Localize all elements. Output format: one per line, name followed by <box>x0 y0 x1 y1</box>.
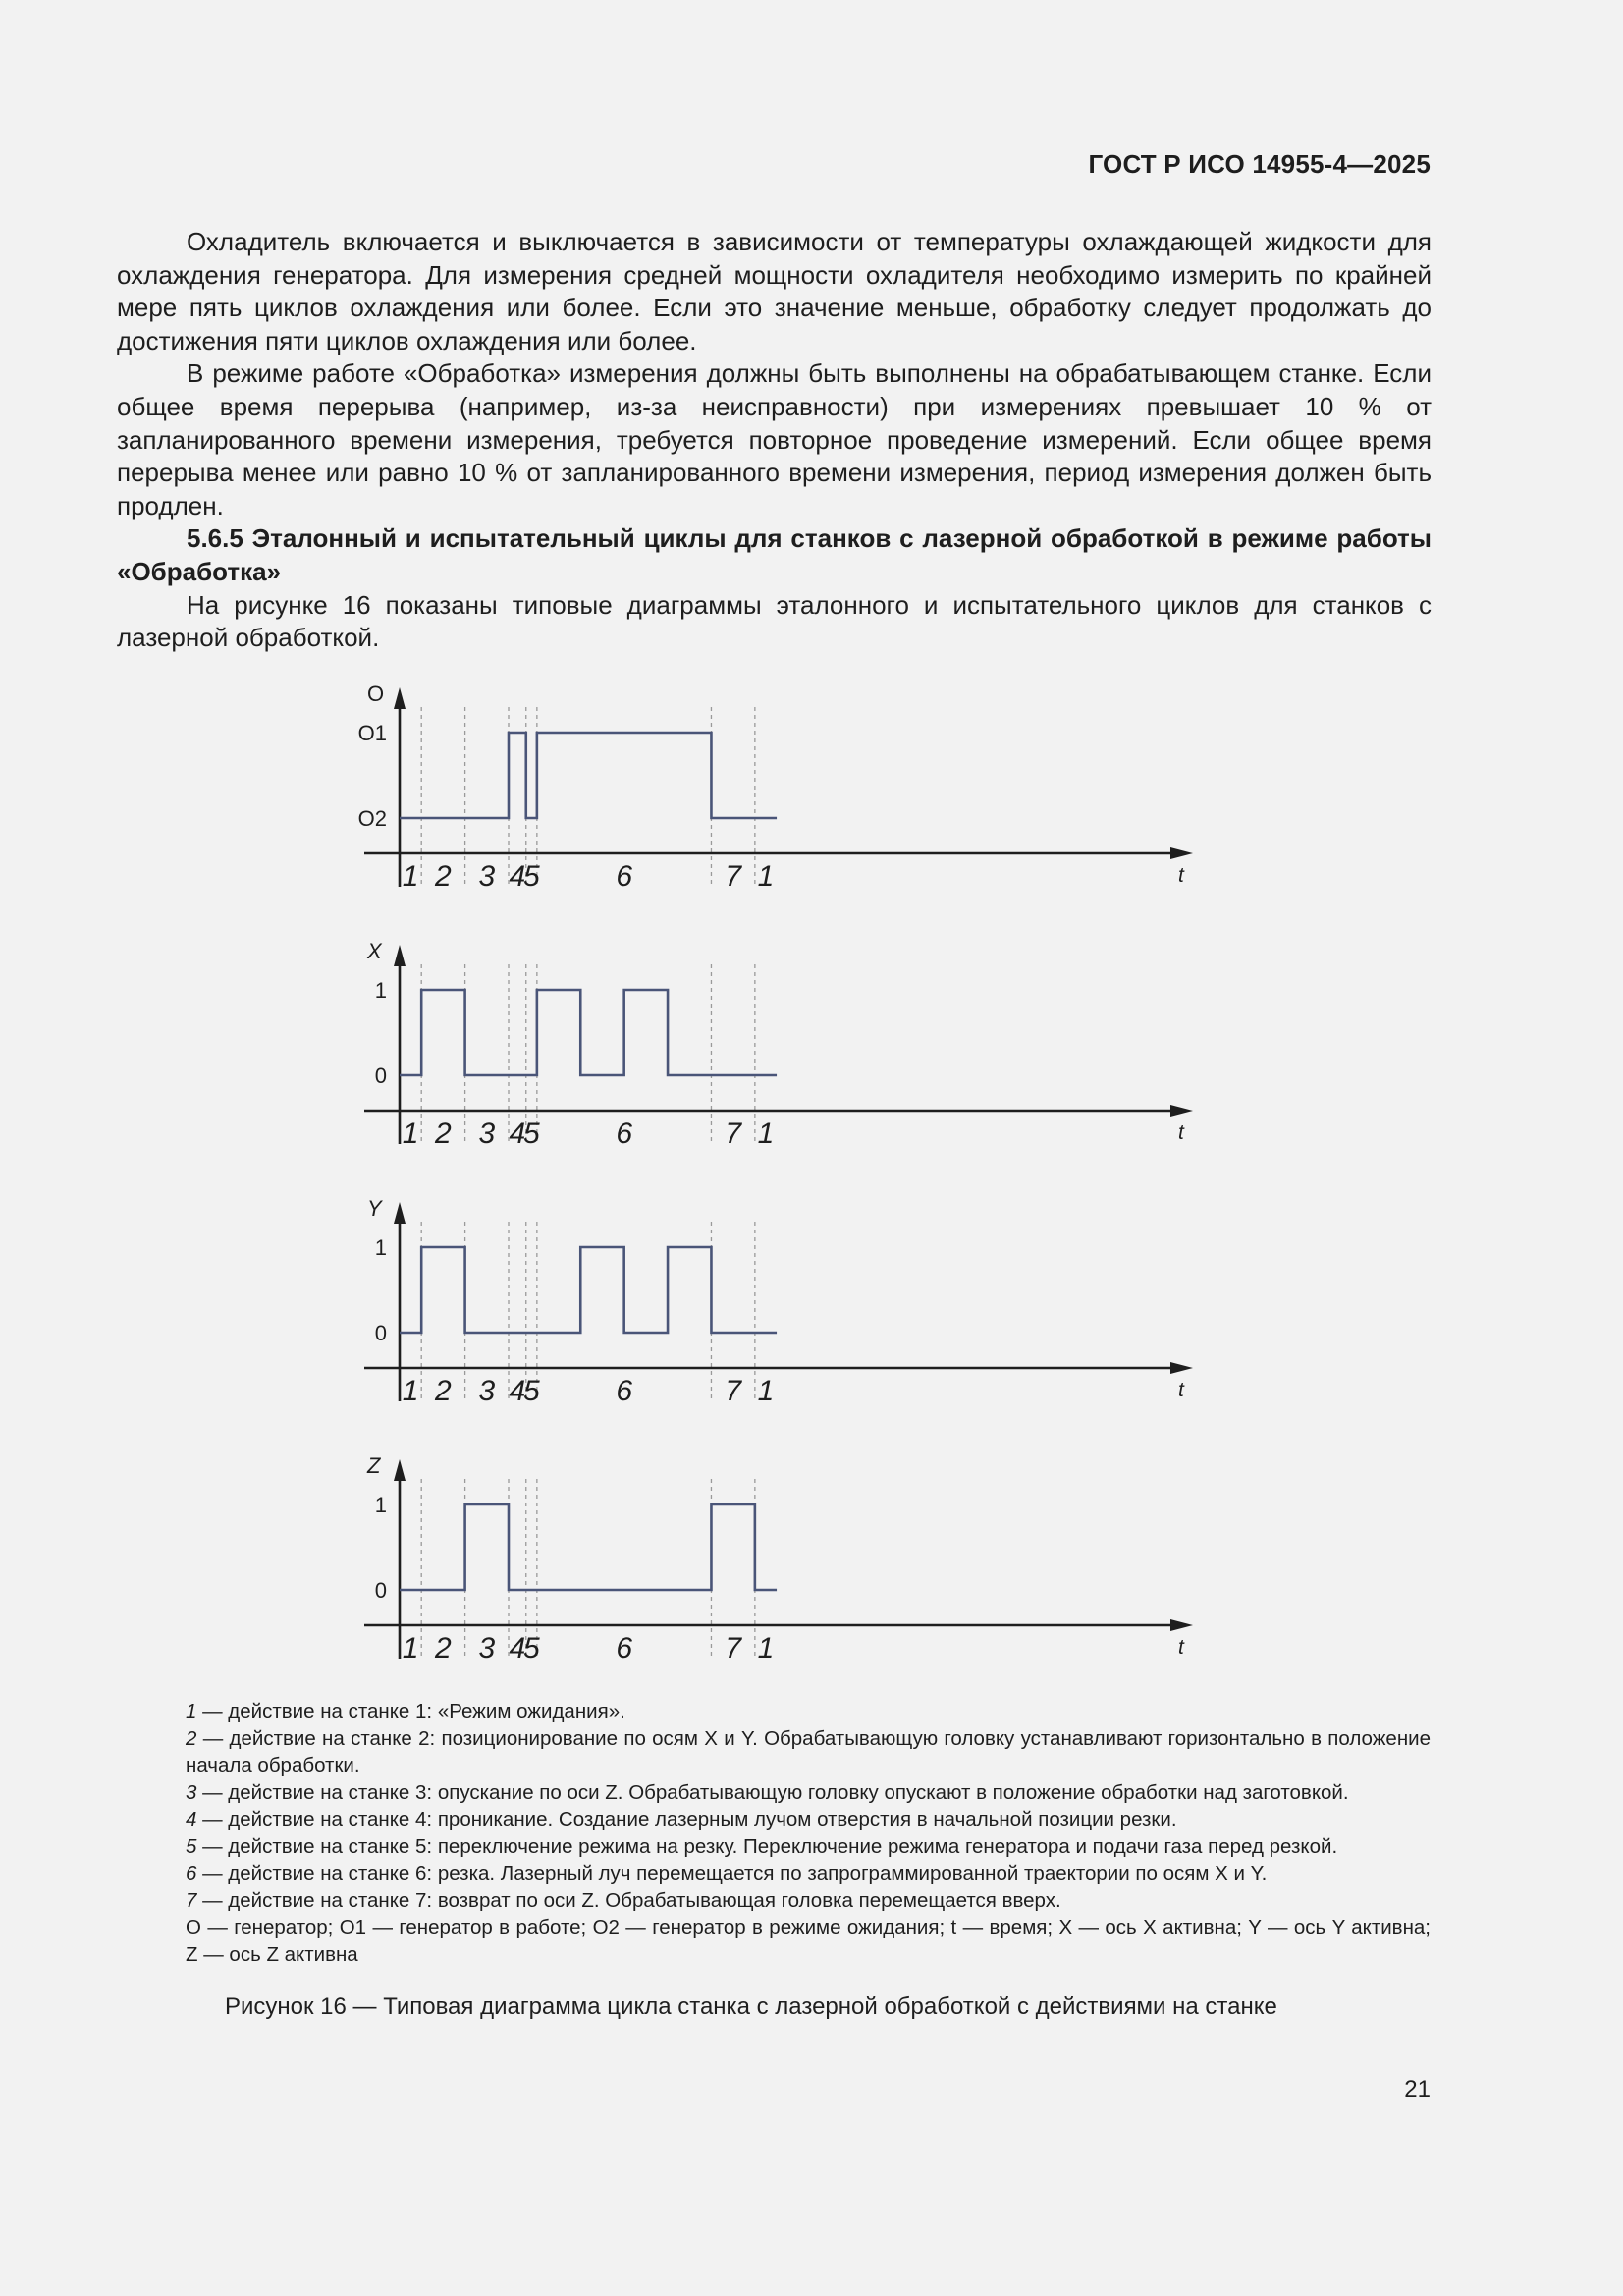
phase-label: 1 <box>757 1118 775 1150</box>
phase-label: 5 <box>522 1632 540 1665</box>
low-level-label: 0 <box>374 1321 387 1345</box>
phase-label: 1 <box>402 860 419 893</box>
legend-text: — действие на станке 1: «Режим ожидания». <box>196 1700 625 1722</box>
time-axis-label: t <box>1178 1121 1184 1144</box>
value-axis-arrow <box>394 1459 406 1481</box>
legend-key: 1 <box>186 1700 197 1722</box>
paragraph: Охладитель включается и выключается в зависимости от температуры охлаждающей жидкости для охлаждения генератора. Для измерения средней мощности охладителя необходимо измерить по крайней мере пять циклов охлаждения или более. Если это значение меньше, обработку следует продолжать до достижения пяти циклов охлаждения или более. <box>117 227 1432 355</box>
phase-label: 7 <box>725 1375 742 1407</box>
paragraph: На рисунке 16 показаны типовые диаграммы эталонного и испытательного циклов для станков с лазерной обработкой. <box>117 589 1432 653</box>
phase-label: 6 <box>616 1375 633 1407</box>
legend-key: 5 <box>186 1834 197 1858</box>
phase-label: 4 <box>509 1118 526 1150</box>
phase-label: 5 <box>522 860 540 893</box>
high-level-label: 1 <box>374 1235 387 1260</box>
timing-diagrams <box>334 678 1217 1679</box>
phase-label: 4 <box>509 860 526 893</box>
high-level-label: 1 <box>374 1493 387 1517</box>
phase-label: 4 <box>509 1375 526 1407</box>
phase-label: 2 <box>435 860 452 893</box>
axis-label-z: Z <box>367 1453 381 1478</box>
low-level-label: 0 <box>374 1064 387 1088</box>
time-axis-arrow <box>1170 1362 1193 1374</box>
legend-item <box>186 1725 1431 1779</box>
phase-label: 6 <box>616 1118 633 1150</box>
figure-caption: Рисунок 16 — Типовая диаграмма цикла станка с лазерной обработкой с действиями на станке <box>225 1994 1277 2020</box>
axis-label-o: O <box>367 682 385 706</box>
phase-label: 3 <box>478 1632 496 1665</box>
legend-item <box>186 1914 1431 1968</box>
legend-text: — действие на станке 5: переключение режима на резку. Переключение режима генератора и подачи газа перед резкой. <box>196 1834 1338 1858</box>
phase-label: 2 <box>435 1375 452 1407</box>
value-axis-arrow <box>394 687 406 709</box>
legend-key: 7 <box>186 1888 197 1912</box>
value-axis-arrow <box>394 945 406 966</box>
axis-label-y: Y <box>367 1196 382 1221</box>
legend-text: — действие на станке 6: резка. Лазерный луч перемещается по запрограммированной траектории по осям X и Y. <box>196 1862 1268 1885</box>
time-axis-label: t <box>1178 864 1184 887</box>
phase-label: 6 <box>616 860 633 893</box>
phase-label: 2 <box>435 1118 452 1150</box>
phase-label: 5 <box>522 1118 540 1150</box>
phase-label: 3 <box>478 1375 496 1407</box>
high-level-label: 1 <box>374 978 387 1003</box>
phase-label: 3 <box>478 860 496 893</box>
figure-16 <box>334 678 1217 1679</box>
low-level-label: O2 <box>357 806 387 831</box>
paragraph: В режиме работе «Обработка» измерения должны быть выполнены на обрабатывающем станке. Если общее время перерыва (например, из-за неисправности) при измерениях превышает 10 % от запланированного времени измерения, требуется повторное проведение измерений. Если общее время перерыва менее или равно 10 % от запланированного времени измерения, период измерения должен быть продлен. <box>117 358 1432 520</box>
body-text <box>117 226 1432 655</box>
phase-label: 7 <box>725 860 742 893</box>
phase-label: 5 <box>522 1375 540 1407</box>
legend-item <box>186 1698 1431 1725</box>
time-axis-arrow <box>1170 847 1193 859</box>
signal-line-z <box>400 1504 777 1590</box>
legend-key: 4 <box>186 1808 197 1831</box>
time-axis-arrow <box>1170 1619 1193 1631</box>
phase-label: 1 <box>757 1632 775 1665</box>
phase-label: 1 <box>402 1632 419 1665</box>
signal-line-y <box>400 1247 777 1333</box>
phase-label: 1 <box>402 1118 419 1150</box>
legend-text: — действие на станке 2: позиционирование по осям X и Y. Обрабатывающую головку устанавливают горизонтально в положение начала обработки. <box>186 1726 1431 1777</box>
signal-line-o <box>400 733 777 818</box>
time-axis-label: t <box>1178 1636 1184 1659</box>
time-axis-arrow <box>1170 1105 1193 1117</box>
legend-text: — действие на станке 7: возврат по оси Z. Обрабатывающая головка перемещается вверх. <box>196 1888 1061 1912</box>
phase-label: 1 <box>402 1375 419 1407</box>
phase-label: 4 <box>509 1632 526 1665</box>
legend-item <box>186 1779 1431 1807</box>
phase-label: 7 <box>725 1118 742 1150</box>
page-number: 21 <box>1404 2076 1431 2103</box>
time-axis-label: t <box>1178 1379 1184 1401</box>
phase-label: 2 <box>435 1632 452 1665</box>
legend-key: 6 <box>186 1862 197 1885</box>
document-header: ГОСТ Р ИСО 14955-4—2025 <box>1088 149 1431 179</box>
legend-key: 2 <box>186 1726 197 1750</box>
phase-label: 7 <box>725 1632 742 1665</box>
legend-item <box>186 1887 1431 1915</box>
phase-label: 6 <box>616 1632 633 1665</box>
axis-label-x: X <box>367 939 382 963</box>
value-axis-arrow <box>394 1202 406 1224</box>
high-level-label: O1 <box>357 721 387 745</box>
legend-item <box>186 1833 1431 1861</box>
legend-text: — действие на станке 4: проникание. Создание лазерным лучом отверстия в начальной позиции резки. <box>196 1808 1177 1831</box>
legend-text: — действие на станке 3: опускание по оси Z. Обрабатывающую головку опускают в положение обработки над заготовкой. <box>196 1780 1349 1804</box>
phase-label: 3 <box>478 1118 496 1150</box>
phase-label: 1 <box>757 860 775 893</box>
figure-legend <box>186 1698 1431 1968</box>
signal-line-x <box>400 990 777 1075</box>
legend-text: O — генератор; O1 — генератор в работе; O2 — генератор в режиме ожидания; t — время; X — ось X активна; Y — ось Y активна; Z — ось Z активна <box>186 1916 1431 1966</box>
legend-key: 3 <box>186 1780 197 1804</box>
legend-item <box>186 1860 1431 1887</box>
legend-item <box>186 1806 1431 1833</box>
phase-label: 1 <box>757 1375 775 1407</box>
low-level-label: 0 <box>374 1578 387 1603</box>
section-heading: 5.6.5 Эталонный и испытательный циклы для станков с лазерной обработкой в режиме работы «Обработка» <box>117 523 1432 586</box>
